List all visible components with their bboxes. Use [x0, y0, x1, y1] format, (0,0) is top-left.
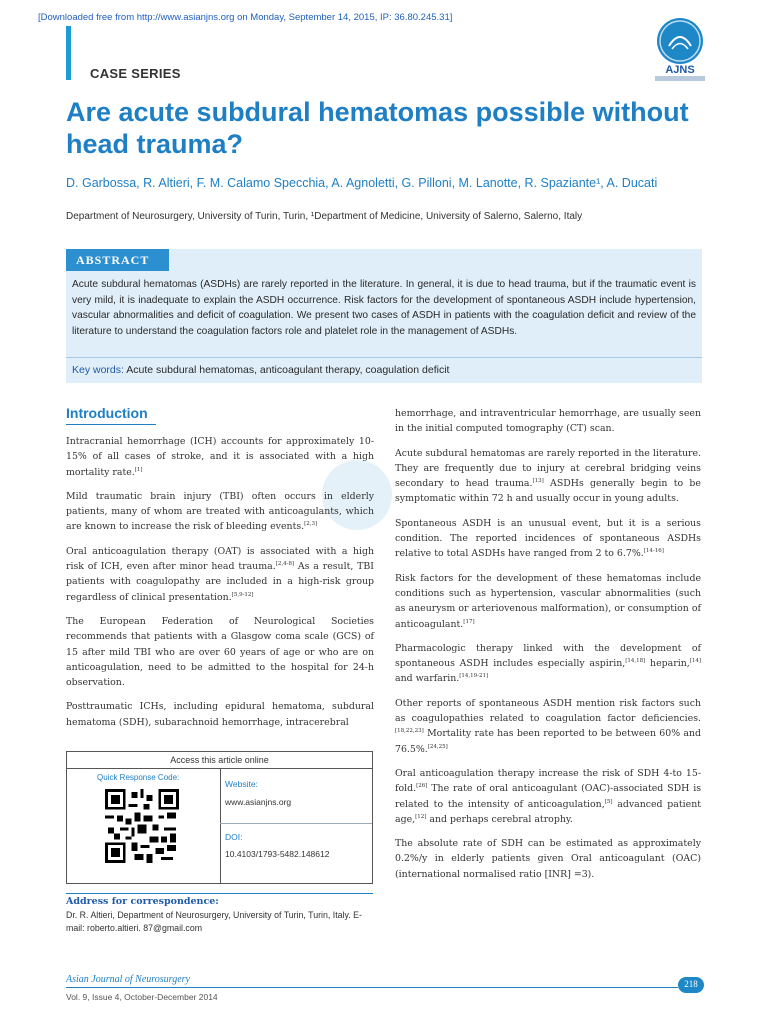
- author-list: D. Garbossa, R. Altieri, F. M. Calamo Specchia, A. Agnoletti, G. Pilloni, M. Lanotte, R. Spaziante¹, A. Ducati: [66, 176, 658, 190]
- footer-journal-name: Asian Journal of Neurosurgery: [66, 974, 190, 985]
- website-link[interactable]: www.asianjns.org: [225, 797, 292, 807]
- section-label: CASE SERIES: [90, 66, 181, 81]
- keywords-text: Acute subdural hematomas, anticoagulant therapy, coagulation deficit: [126, 364, 450, 376]
- page-number: 218: [678, 977, 704, 993]
- keywords-label: Key words:: [72, 364, 124, 376]
- access-divider: [220, 769, 221, 883]
- download-notice[interactable]: [Downloaded free from http://www.asianjns.org on Monday, September 14, 2015, IP: 36.80.245.31]: [38, 12, 453, 23]
- paragraph: Mild traumatic brain injury (TBI) often occurs in elderly patients, many of whom are treated with anticoagulants, which are known to increase the risk of bleeding events.[2,3]: [66, 490, 374, 533]
- article-title: Are acute subdural hematomas possible without head trauma?: [66, 97, 689, 159]
- logo-subtitle-bar: [655, 76, 705, 81]
- abstract-text: Acute subdural hematomas (ASDHs) are rarely reported in the literature. In general, it is due to head trauma, but if the traumatic event is very mild, it is inadequate to explain the ASDH occurrence. Risk factors for the development of spontaneous ASDH include hypertension, vascular abnormalities and deficit of coagulation. We present two cases of ASDH in patients with the coagulation deficit and review of the literature to understand the coagulation factors role and platelet role in the management of ASDHs.: [72, 279, 696, 337]
- abstract-label: ABSTRACT: [66, 249, 169, 271]
- paragraph: Pharmacologic therapy linked with the development of spontaneous ASDH includes especially aspirin,[14,18] heparin,[14] and warfarin.[14,19-21]: [395, 642, 702, 685]
- paragraph: Risk factors for the development of these hematomas include conditions such as hypertension, vascular abnormalities (such as aneurysm or arteriovenous malformation), or consumption of anticoagulant.[17]: [395, 572, 701, 630]
- right-column: [395, 406, 701, 891]
- doi-label: DOI:: [225, 832, 243, 842]
- abstract-divider: [66, 357, 702, 358]
- website-label: Website:: [225, 779, 258, 789]
- logo-text: AJNS: [665, 64, 695, 76]
- paragraph: Intracranial hemorrhage (ICH) accounts for approximately 10-15% of all cases of stroke, and it is associated with a high mortality rate.[1]: [66, 436, 374, 478]
- globe-icon: [657, 18, 703, 64]
- paragraph: Oral anticoagulation therapy increase the risk of SDH 4-to 15-fold.[26] The rate of oral anticoagulant (OAC)-associated SDH is related to the intensity of anticoagulation,[5] advanced patient age,[12] and perhaps cerebral atrophy.: [395, 767, 701, 825]
- paragraph: Spontaneous ASDH is an unusual event, but it is a serious condition. The reported incidences of spontaneous ASDHs relative to total ASDHs have ranged from 2 to 6.7%.[14-16]: [395, 517, 701, 560]
- paragraph: The absolute rate of SDH can be estimated as approximately 0.2%/y in elderly patients given Oral anticoagulant (OAC) (international normalised ratio [INR] =3).: [395, 838, 701, 880]
- paragraph: Oral anticoagulation therapy (OAT) is associated with a high risk of ICH, even after minor head trauma.[2,4-8] As a result, TBI patients with coagulopathy are included in a high-risk group regardless of clinical presentation.[5,9-12]: [66, 545, 374, 603]
- doi-link[interactable]: 10.4103/1793-5482.148612: [225, 849, 330, 859]
- paragraph: Other reports of spontaneous ASDH mention risk factors such as coagulopathies related to coagulation factor deficiencies.[18,22,23] Mortality rate has been reported to be between 60% and 76.5%.[24,25]: [395, 697, 701, 755]
- intro-heading: Introduction: [66, 405, 148, 421]
- affiliation: Department of Neurosurgery, University of Turin, Turin, ¹Department of Medicine, University of Salerno, Salerno, Italy: [66, 211, 583, 222]
- correspondence-heading: Address for correspondence:: [66, 896, 219, 907]
- section-accent-bar: [66, 26, 71, 80]
- heading-underline: [66, 424, 156, 425]
- paragraph: hemorrhage, and intraventricular hemorrhage, are usually seen in the initial computed tomography (CT) scan.: [395, 408, 701, 435]
- left-column: [66, 434, 374, 739]
- access-separator: [220, 823, 372, 824]
- paragraph: Acute subdural hematomas are rarely reported in the literature. They are frequently due to injury at cerebral bridging veins secondary to head trauma.[13] ASDHs generally begin to be symptomatic within 72 h and usually occur in young adults.: [395, 447, 702, 505]
- access-title: Access this article online: [67, 752, 372, 769]
- qr-label: Quick Response Code:: [97, 773, 180, 782]
- keywords: [72, 364, 696, 376]
- paragraph: The European Federation of Neurological Societies recommends that patients with a Glasgow coma scale (GCS) of 15 after mild TBI who are over 60 years of age or who are on anticoagulation, need to be admitted to the hospital for 24-h observation.: [66, 615, 374, 689]
- correspondence-rule: [66, 893, 373, 894]
- footer-volume: Vol. 9, Issue 4, October-December 2014: [66, 992, 218, 1002]
- access-article-box: [66, 751, 373, 884]
- footer-rule: [66, 987, 678, 988]
- correspondence-text: Dr. R. Altieri, Department of Neurosurgery, University of Turin, Turin, Italy. E-mail: roberto.altieri. 87@gmail.com: [66, 910, 362, 933]
- paragraph: Posttraumatic ICHs, including epidural hematoma, subdural hematoma (SDH), subarachnoid hemorrhage, intracerebral: [66, 701, 374, 728]
- journal-logo: [655, 18, 705, 84]
- qr-code-icon[interactable]: [105, 789, 179, 863]
